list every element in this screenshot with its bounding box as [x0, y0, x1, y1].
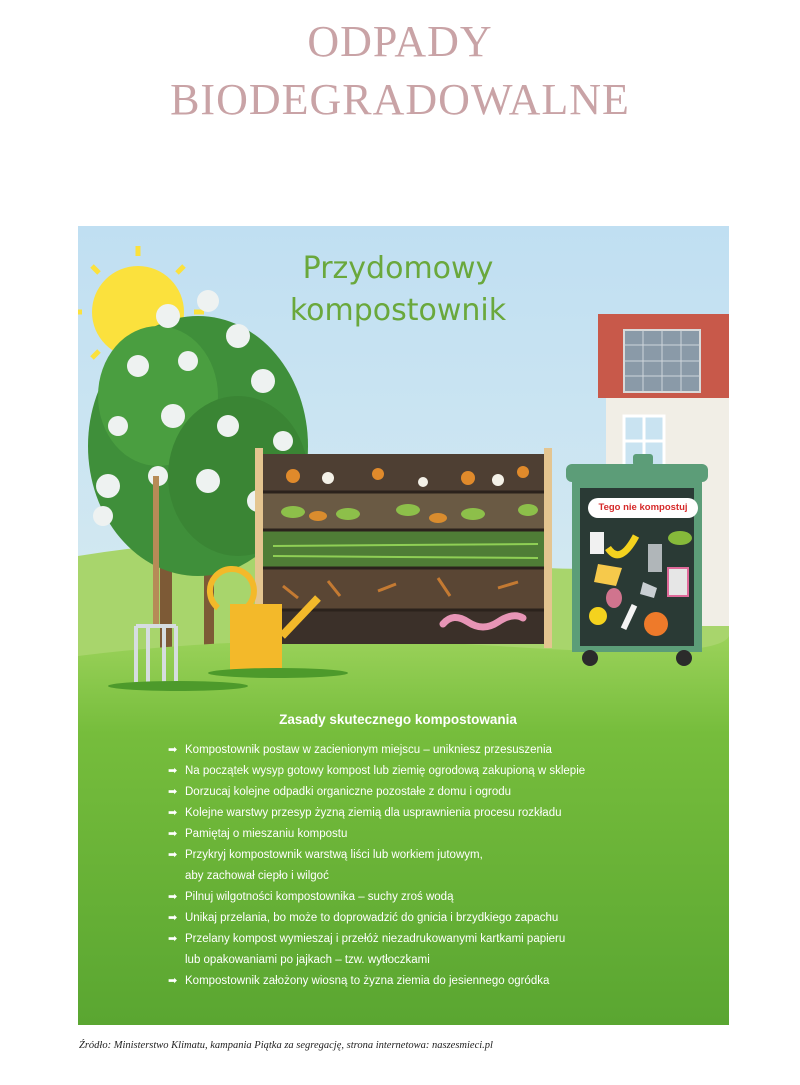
rule-item	[168, 929, 668, 971]
arrow-icon: ➡	[168, 933, 178, 945]
rule-item	[168, 971, 668, 992]
compost-poster	[78, 226, 729, 1025]
rule-item	[168, 908, 668, 929]
composting-rules	[168, 712, 668, 992]
arrow-icon: ➡	[168, 744, 178, 756]
rule-text: Dorzucaj kolejne odpadki organiczne pozostałe z domu i ogrodu	[185, 786, 512, 798]
source-citation: Źródło: Ministerstwo Klimatu, kampania Piątka za segregację, strona internetowa: naszesmieci.pl	[79, 1040, 493, 1051]
bin-label: Tego nie kompostuj	[588, 498, 698, 518]
rule-item	[168, 887, 668, 908]
arrow-icon: ➡	[168, 975, 178, 987]
rule-text-continuation: aby zachował ciepło i wilgoć	[185, 870, 329, 882]
rule-item	[168, 845, 668, 887]
rule-text: Na początek wysyp gotowy kompost lub ziemię ogrodową zakupioną w sklepie	[185, 765, 586, 777]
rule-text: Unikaj przelania, bo może to doprowadzić do gnicia i brzydkiego zapachu	[185, 912, 559, 924]
rule-text: Kolejne warstwy przesyp żyzną ziemią dla usprawnienia procesu rozkładu	[185, 807, 562, 819]
arrow-icon: ➡	[168, 765, 178, 777]
rule-item	[168, 782, 668, 803]
rule-item	[168, 824, 668, 845]
rules-heading: Zasady skutecznego kompostowania	[279, 712, 517, 727]
poster-title-line-2: kompostownik	[289, 293, 507, 328]
arrow-icon: ➡	[168, 828, 178, 840]
arrow-icon: ➡	[168, 891, 178, 903]
rule-text-continuation: lub opakowaniami po jajkach – tzw. wytłoczkami	[185, 954, 430, 966]
poster-title-line-1: Przydomowy	[302, 251, 494, 286]
arrow-icon: ➡	[168, 807, 178, 819]
waste-bin-icon	[566, 454, 708, 666]
page-title-line-2: BIODEGRADOWALNE	[170, 75, 630, 124]
poster-title	[248, 248, 548, 332]
page-title-line-1: ODPADY	[307, 17, 493, 66]
rule-text: Przykryj kompostownik warstwą liści lub workiem jutowym,	[185, 849, 483, 861]
rules-list	[168, 740, 668, 992]
arrow-icon: ➡	[168, 849, 178, 861]
rule-text: Kompostownik postaw w zacienionym miejscu – unikniesz przesuszenia	[185, 744, 552, 756]
arrow-icon: ➡	[168, 912, 178, 924]
arrow-icon: ➡	[168, 786, 178, 798]
rule-item	[168, 740, 668, 761]
rule-text: Pilnuj wilgotności kompostownika – suchy zroś wodą	[185, 891, 454, 903]
rule-text: Przelany kompost wymieszaj i przełóż niezadrukowanymi kartkami papieru	[185, 933, 566, 945]
rule-text: Kompostownik założony wiosną to żyzna ziemia do jesiennego ogródka	[185, 975, 550, 987]
rule-item	[168, 803, 668, 824]
rule-text: Pamiętaj o mieszaniu kompostu	[185, 828, 348, 840]
rule-item	[168, 761, 668, 782]
